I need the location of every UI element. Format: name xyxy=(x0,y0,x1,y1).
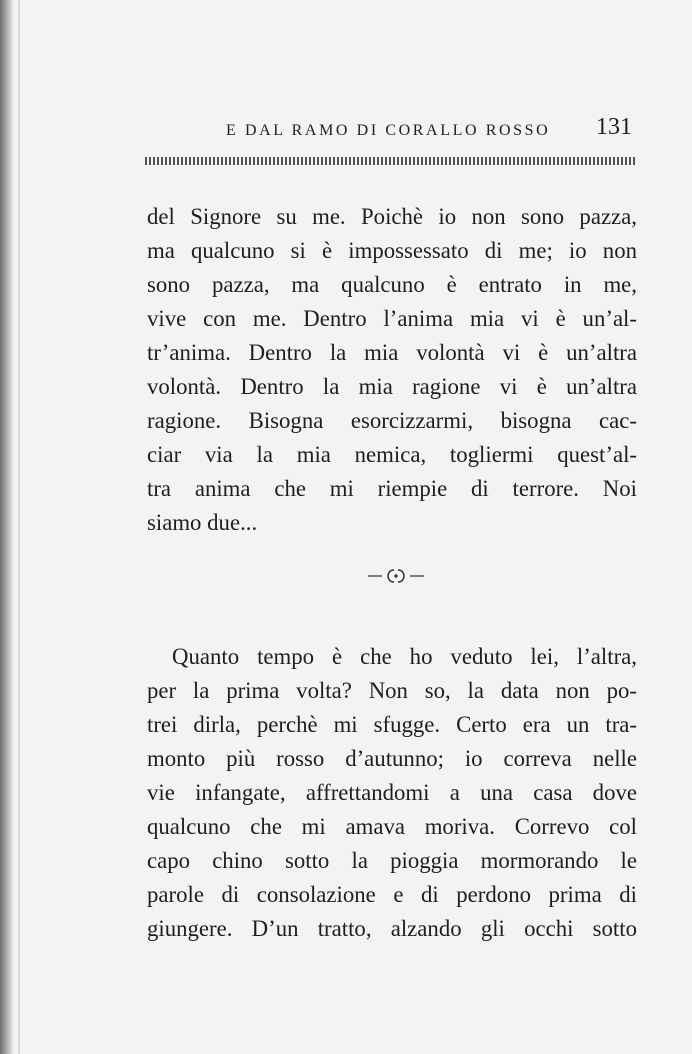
text-line: volontà. Dentro la mia ragione vi è un’altra xyxy=(147,374,637,399)
text-line: tra anima che mi riempie di terrore. Noi xyxy=(147,476,637,501)
text-line: siamo due... xyxy=(147,510,258,535)
text-line: monto più rosso d’autunno; io correva nelle xyxy=(147,746,637,771)
text-line: sono pazza, ma qualcuno è entrato in me, xyxy=(147,272,637,297)
text-line: tr’anima. Dentro la mia volontà vi è un’altra xyxy=(147,340,637,365)
section-divider-ornament xyxy=(366,565,426,585)
text-line: ma qualcuno si è impossessato di me; io non xyxy=(147,238,637,263)
paragraph-1 xyxy=(147,200,637,540)
text-line: capo chino sotto la pioggia mormorando le xyxy=(147,848,637,873)
text-line: del Signore su me. Poichè io non sono pazza, xyxy=(147,204,637,229)
gutter-line xyxy=(18,0,20,1054)
text-line: per la prima volta? Non so, la data non po- xyxy=(147,678,637,703)
text-line: Quanto tempo è che ho veduto lei, l’altra, xyxy=(172,644,637,669)
page-header xyxy=(160,112,632,152)
text-line: vie infangate, affrettandomi a una casa dove xyxy=(147,780,637,805)
text-line: trei dirla, perchè mi sfugge. Certo era un tra- xyxy=(147,712,637,737)
text-line: parole di consolazione e di perdono prima di xyxy=(147,882,637,907)
page-number: 131 xyxy=(596,114,632,140)
ornamental-rule xyxy=(145,157,635,165)
running-title: E DAL RAMO DI CORALLO ROSSO xyxy=(226,122,551,139)
book-spine-shadow xyxy=(0,0,14,1054)
paragraph-2 xyxy=(147,640,637,946)
text-line: ragione. Bisogna esorcizzarmi, bisogna cac- xyxy=(147,408,637,433)
text-line: vive con me. Dentro l’anima mia vi è un’al- xyxy=(147,306,637,331)
text-line: ciar via la mia nemica, togliermi quest’al- xyxy=(147,442,637,467)
text-line: qualcuno che mi amava moriva. Correvo col xyxy=(147,814,637,839)
text-line: giungere. D’un tratto, alzando gli occhi sotto xyxy=(147,916,637,941)
